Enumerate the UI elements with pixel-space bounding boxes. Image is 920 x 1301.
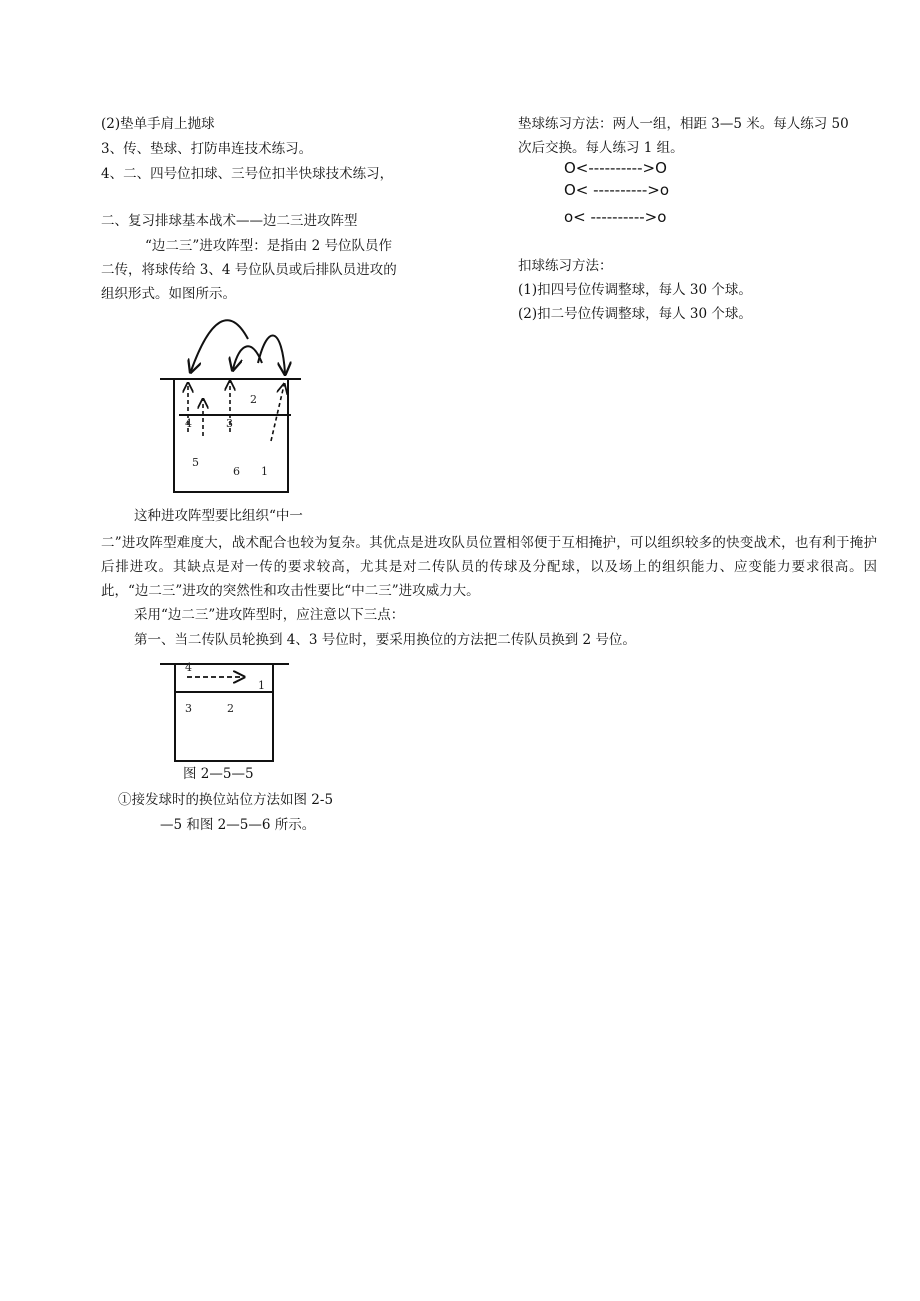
- text-line: ①接发球时的换位站位方法如图 2-5: [118, 792, 334, 808]
- text-line: —5 和图 2—5—6 所示。: [160, 817, 316, 833]
- text-line: 4、二、四号位扣球、三号位扣半快球技术练习，: [101, 166, 394, 182]
- text-line: 采用“边二三”进攻阵型时，应注意以下三点：: [134, 607, 405, 623]
- position-label: 4: [185, 661, 192, 674]
- position-label: 2: [250, 393, 257, 406]
- position-label: 1: [258, 679, 265, 692]
- text-line: “边二三”进攻阵型：是指由 2 号位队员作: [145, 238, 392, 254]
- position-label: 3: [226, 417, 233, 430]
- paragraph: 二”进攻阵型难度大，战术配合也较为复杂。其优点是进攻队员位置相邻便于互相掩护，可以组织较多的快变战术，也有利于掩护后排进攻。其缺点是对一传的要求较高，尤其是对二传队员的传球及分配球，以及场上的组织能力、应变能力要求很高。因此，“边二三”进攻的突然性和攻击性要比“中二三”进攻威力大。: [101, 535, 877, 599]
- text-line: 二传，将球传给 3、4 号位队员或后排队员进攻的: [101, 262, 397, 278]
- position-label: 1: [261, 465, 268, 478]
- section-heading: 二、复习排球基本战术——边二三进攻阵型: [101, 213, 358, 229]
- position-label: 4: [185, 417, 192, 430]
- court-outline: [174, 379, 288, 492]
- text-line: 扣球练习方法：: [518, 258, 613, 274]
- approach-arrow: [271, 385, 284, 441]
- set-arrow: [191, 320, 248, 371]
- position-label: 3: [185, 702, 192, 715]
- position-label: 6: [233, 465, 240, 478]
- text-line: 次后交换。每人练习 1 组。: [518, 140, 684, 156]
- text-line: 组织形式。如图所示。: [101, 286, 236, 302]
- figure-caption: 图 2—5—5: [183, 766, 254, 782]
- text-line: 3、传、垫球、打防串连技术练习。: [101, 141, 313, 157]
- pair-diagram-line: O<---------->O: [564, 159, 667, 177]
- text-line: 第一、当二传队员轮换到 4、3 号位时，要采用换位的方法把二传队员换到 2 号位。: [134, 632, 636, 648]
- pair-diagram-line: o< ---------->o: [564, 208, 667, 226]
- text-line: 垫球练习方法：两人一组，相距 3—5 米。每人练习 50: [518, 116, 849, 132]
- position-label: 5: [192, 456, 199, 469]
- position-label: 2: [227, 702, 234, 715]
- text-line: (2)扣二号位传调整球，每人 30 个球。: [518, 306, 752, 322]
- set-arrow: [258, 335, 285, 373]
- pair-diagram-line: O< ---------->o: [564, 181, 670, 199]
- set-arrow: [233, 346, 262, 369]
- text-line: (1)扣四号位传调整球，每人 30 个球。: [518, 282, 752, 298]
- text-line: (2)垫单手肩上抛球: [101, 116, 215, 132]
- text-line: 这种进攻阵型要比组织“中一: [134, 508, 303, 524]
